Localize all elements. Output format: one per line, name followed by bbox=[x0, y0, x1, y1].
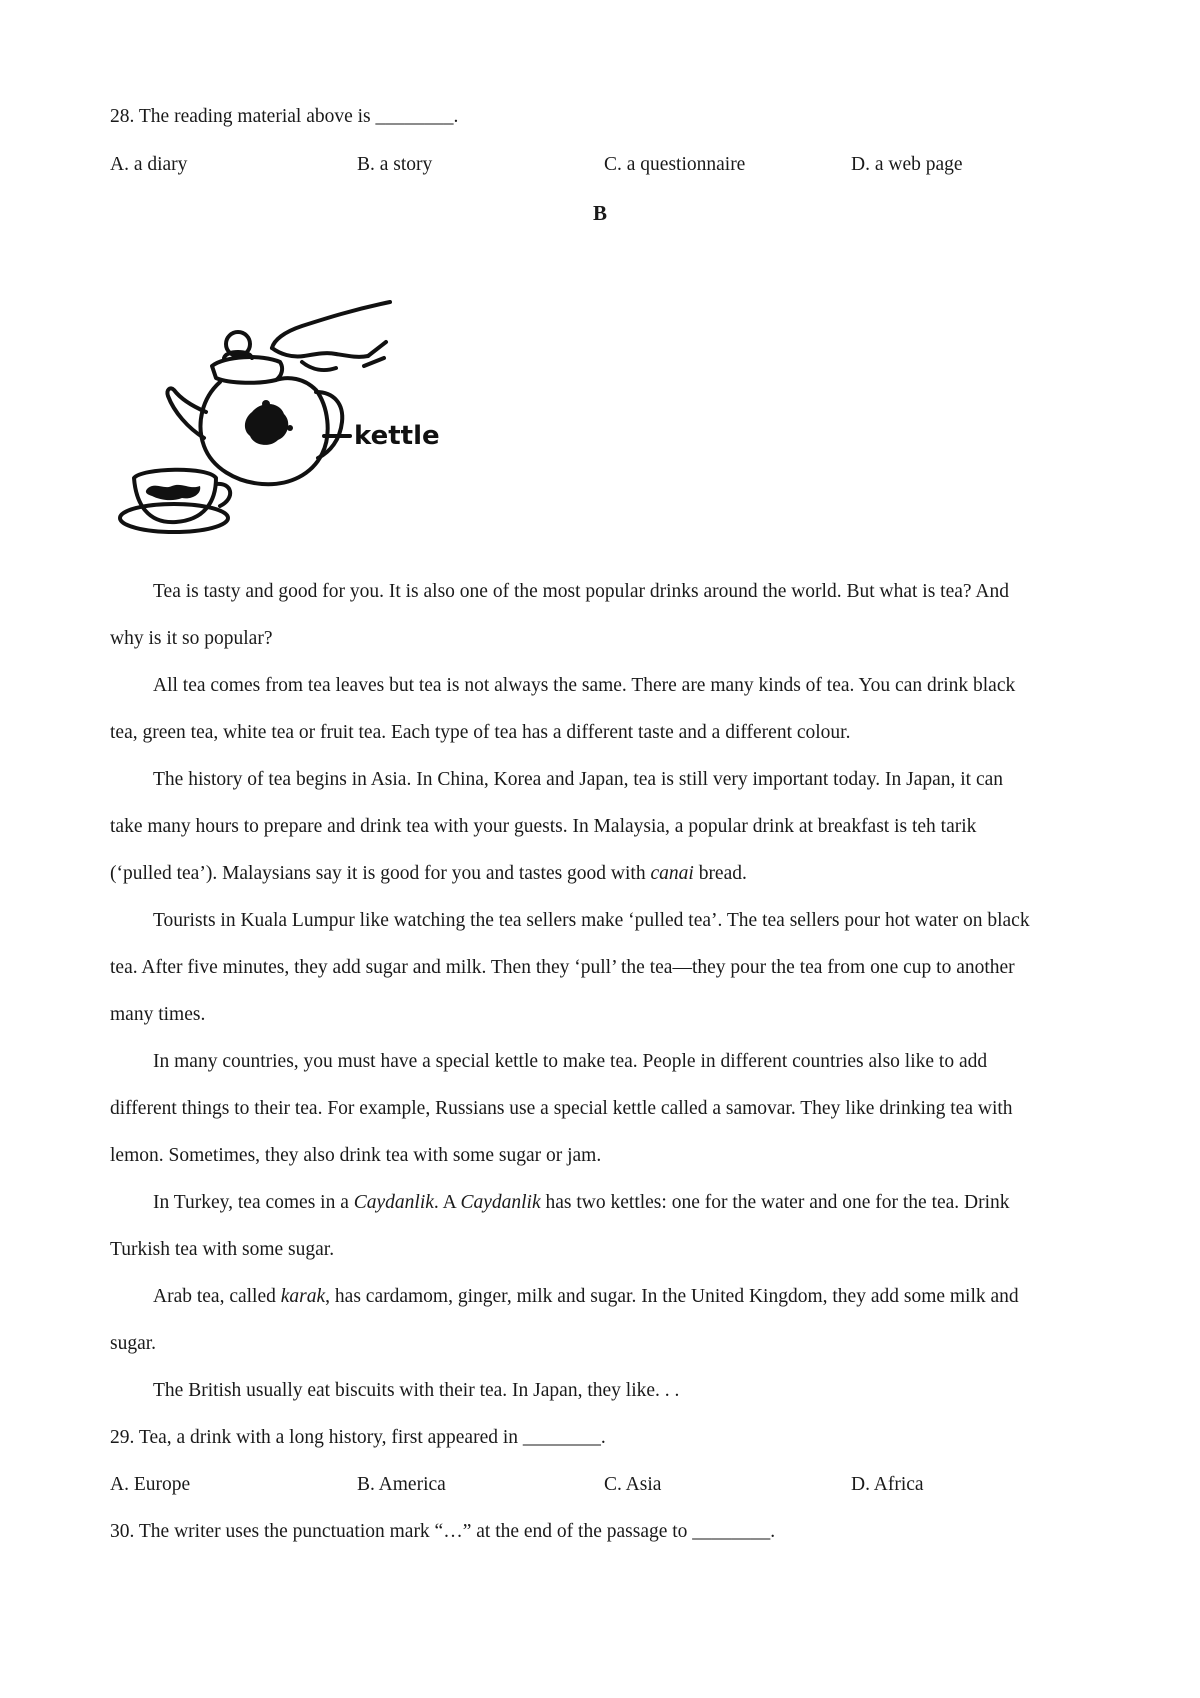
passage-line-3: All tea comes from tea leaves but tea is not always the same. There are many kinds of tea. You can drink black bbox=[153, 675, 1016, 696]
passage-line-6: take many hours to prepare and drink tea with your guests. In Malaysia, a popular drink at breakfast is teh tarik bbox=[110, 816, 977, 837]
passage-line-18: The British usually eat biscuits with their tea. In Japan, they like. . . bbox=[153, 1380, 680, 1401]
passage-line-14 bbox=[153, 1189, 1100, 1217]
passage-line-13: lemon. Sometimes, they also drink tea with some sugar or jam. bbox=[110, 1145, 602, 1166]
q29-option-b: B. America bbox=[357, 1474, 446, 1495]
q28-stem: 28. The reading material above is ________. bbox=[110, 106, 459, 127]
passage-line-8: Tourists in Kuala Lumpur like watching the tea sellers make ‘pulled tea’. The tea sellers pour hot water on black bbox=[153, 910, 1030, 931]
q28-option-a: A. a diary bbox=[110, 154, 188, 175]
q28-option-b: B. a story bbox=[357, 154, 433, 175]
q29-option-a: A. Europe bbox=[110, 1474, 191, 1495]
passage-line-2: why is it so popular? bbox=[110, 628, 273, 649]
q28-option-c: C. a questionnaire bbox=[604, 154, 746, 175]
section-b-heading: B bbox=[592, 201, 607, 225]
line14-italic-caydanlik-2: Caydanlik bbox=[460, 1192, 541, 1213]
q29-option-d: D. Africa bbox=[851, 1474, 924, 1495]
line14-text-b: . A bbox=[433, 1192, 461, 1213]
passage-line-5: The history of tea begins in Asia. In China, Korea and Japan, tea is still very important today. In Japan, it can bbox=[153, 769, 1004, 790]
q29-option-c: C. Asia bbox=[604, 1474, 662, 1495]
passage-line-9: tea. After five minutes, they add sugar and milk. Then they ‘pull’ the tea—they pour the tea from one cup to another bbox=[110, 957, 1015, 978]
line14-text-c: has two kettles: one for the water and one for the tea. Drink bbox=[540, 1192, 1010, 1213]
q30-stem: 30. The writer uses the punctuation mark “…” at the end of the passage to ________. bbox=[110, 1521, 776, 1542]
line7-italic-canai: canai bbox=[650, 863, 694, 884]
passage-line-16 bbox=[153, 1283, 1100, 1311]
line7-text-a: (‘pulled tea’). Malaysians say it is good for you and tastes good with bbox=[110, 863, 651, 884]
passage-line-4: tea, green tea, white tea or fruit tea. Each type of tea has a different taste and a different colour. bbox=[110, 722, 851, 743]
line16-italic-karak: karak bbox=[280, 1286, 326, 1307]
passage-line-1: Tea is tasty and good for you. It is also one of the most popular drinks around the world. But what is tea? And bbox=[153, 581, 1009, 602]
line16-text-b: , has cardamom, ginger, milk and sugar. In the United Kingdom, they add some milk and bbox=[325, 1286, 1019, 1307]
teapot-cup-illustration bbox=[112, 296, 440, 546]
passage-line-17: sugar. bbox=[110, 1333, 157, 1354]
passage-line-7 bbox=[110, 860, 1100, 888]
kettle-label: kettle bbox=[354, 421, 440, 451]
passage-line-15: Turkish tea with some sugar. bbox=[110, 1239, 335, 1260]
line14-italic-caydanlik-1: Caydanlik bbox=[353, 1192, 434, 1213]
line16-text-a: Arab tea, called bbox=[153, 1286, 281, 1307]
q28-option-d: D. a web page bbox=[851, 154, 963, 175]
passage-line-10: many times. bbox=[110, 1004, 206, 1025]
passage-line-11: In many countries, you must have a special kettle to make tea. People in different countries also like to add bbox=[153, 1051, 988, 1072]
line14-text-a: In Turkey, tea comes in a bbox=[153, 1192, 354, 1213]
line7-text-b: bread. bbox=[693, 863, 747, 884]
q29-stem: 29. Tea, a drink with a long history, first appeared in ________. bbox=[110, 1427, 606, 1448]
passage-line-12: different things to their tea. For example, Russians use a special kettle called a samovar. They like drinking tea with bbox=[110, 1098, 1013, 1119]
